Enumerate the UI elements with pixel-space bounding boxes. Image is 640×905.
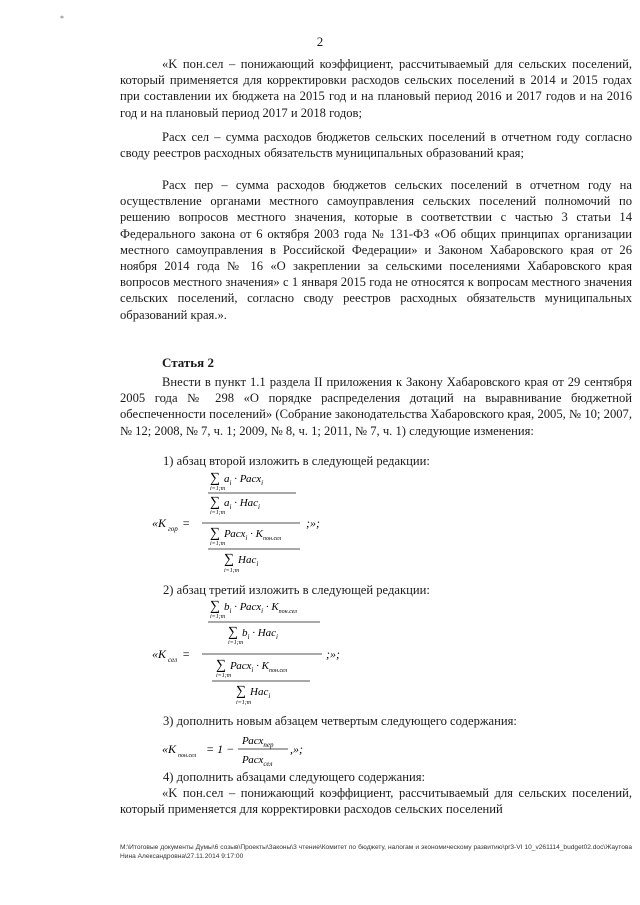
svg-text:∑: ∑ (210, 471, 220, 486)
svg-text:i=1;m: i=1;m (210, 541, 226, 547)
item-4: 4) дополнить абзацами следующего содержания: (163, 770, 425, 784)
svg-text:bi · Расхi · Kпон.сел: $b_i$ · Расх$_i$ · $K_{пон.сел}$ (224, 601, 297, 615)
formula-k-sel (150, 598, 410, 710)
svg-text:∑: ∑ (228, 625, 238, 640)
article-heading: Статья 2 (162, 355, 214, 370)
svg-text:«K: «K (152, 516, 167, 530)
svg-text:∑: ∑ (216, 658, 226, 673)
svg-text:∑: ∑ (210, 526, 220, 541)
svg-text:;»;: ;»; (326, 647, 340, 661)
svg-text:ai · Насi: $a_i \cdot Нас_i$ (224, 497, 260, 511)
svg-text:сел: сел (168, 656, 177, 664)
svg-text:,»;: ,»; (290, 742, 303, 756)
paragraph-k-pon-definition: «K пон.сел – понижающий коэффициент, рассчитываемый для сельских поселений, который применяется для корректировки расходов сельских поселений в 2014 и 2015 годах при составлении их бюджета на 2015 год и на плановый период 2016 и 2017 годов и на 2016 год и на плановый период 2017 и 2018 годов; (120, 57, 632, 120)
svg-text:гор: гор (168, 525, 178, 533)
svg-text:bi · Насi: $b_i \cdot Нас_i$ (242, 627, 278, 641)
svg-text:«K: «K (162, 742, 177, 756)
item-2: 2) абзац третий изложить в следующей редакции: (163, 583, 430, 597)
svg-text:∑: ∑ (210, 495, 220, 510)
svg-text:i=1;m: i=1;m (210, 510, 226, 516)
svg-text:;»;: ;»; (306, 516, 320, 530)
footer-file-path: M:\Итоговые документы Думы\6 созыв\Проекты\Законы\3 чтение\Комитет по бюджету, налогам и экономическому развитию\pr3-VI 10_v261114_budget02.doc\Жаутова Нина Александровна\27.11.2014 9:17:00 (120, 844, 632, 860)
margin-mark: * (60, 14, 64, 23)
svg-text:Насi: Нас$_i$ (250, 686, 271, 700)
svg-text:i=1;m: i=1;m (236, 700, 252, 706)
svg-text:i=1;m: i=1;m (210, 614, 226, 620)
svg-text:∑: ∑ (210, 599, 220, 614)
svg-text:«K: «K (152, 647, 167, 661)
formula-k-pon-sel (150, 730, 390, 770)
svg-text:Насi: Нас$_i$ (238, 554, 259, 568)
svg-text:пон.сел: пон.сел (178, 753, 197, 759)
svg-text:=: = (182, 647, 191, 661)
item-3: 3) дополнить новым абзацем четвертым следующего содержания: (163, 714, 517, 728)
item-1: 1) абзац второй изложить в следующей редакции: (163, 454, 430, 468)
svg-text:Расхпер: Расх$_{пер}$ (242, 735, 274, 749)
svg-text:i=1;m: i=1;m (224, 568, 240, 574)
paragraph-last: «K пон.сел – понижающий коэффициент, рассчитываемый для сельских поселений, который применяется для корректировки расходов сельских поселений (120, 786, 632, 817)
paragraph-rasx-per: Расх пер – сумма расходов бюджетов сельских поселений в отчетном году на осуществление органами местного самоуправления сельских поселений полномочий по решению вопросов местного значения, которые в соответствии с частью 3 статьи 14 Федерального закона от 6 октября 2003 года № 131-ФЗ «Об общих принципах организации местного самоуправления в Российской Федерации» и Законом Хабаровского края от 26 ноября 2014 года № 16 «О закреплении за сельскими поселениями Хабаровского края вопросов местного значения» с 1 января 2015 года не относятся к вопросам местного значения сельских поселений, согласно своду реестров расходных обязательств муниципальных образований края.». (120, 178, 632, 322)
svg-text:Расхсел: Расх$_{сел}$ (242, 754, 273, 768)
svg-text:Расхi · Kпон.сел: Расх$_i$ · $K_{пон.сел}$ (230, 660, 288, 674)
svg-text:ai · Расхi: $a_i$ · Расх$_i$ (224, 473, 264, 487)
article-text: Внести в пункт 1.1 раздела II приложения к Закону Хабаровского края от 29 сентября 2005 года № 298 «О порядке распределения дотаций на выравнивание бюджетной обеспеченности поселений» (Собрание законодательства Хабаровского края, 2005, № 10; 2007, № 12; 2008, № 7, ч. 1; 2009, № 8, ч. 1; 2011, № 7, ч. 1) следующие изменения: (120, 375, 632, 438)
svg-text:i=1;m: i=1;m (228, 640, 244, 646)
svg-text:i=1;m: i=1;m (210, 486, 226, 492)
page-number: 2 (316, 34, 324, 49)
svg-text:=: = (182, 516, 191, 530)
paragraph-rasx-sel: Расх сел – сумма расходов бюджетов сельских поселений в отчетном году согласно своду реестров расходных обязательств муниципальных образований края; (120, 130, 632, 161)
formula-k-gor (150, 470, 410, 578)
svg-text:= 1 −: = 1 − (206, 742, 235, 756)
svg-text:∑: ∑ (236, 684, 246, 699)
svg-text:i=1;m: i=1;m (216, 673, 232, 679)
svg-text:Расхi · Kпон.сел: Расх$_i$ · $K_{пон.сел}$ (224, 528, 282, 542)
svg-text:∑: ∑ (224, 552, 234, 567)
